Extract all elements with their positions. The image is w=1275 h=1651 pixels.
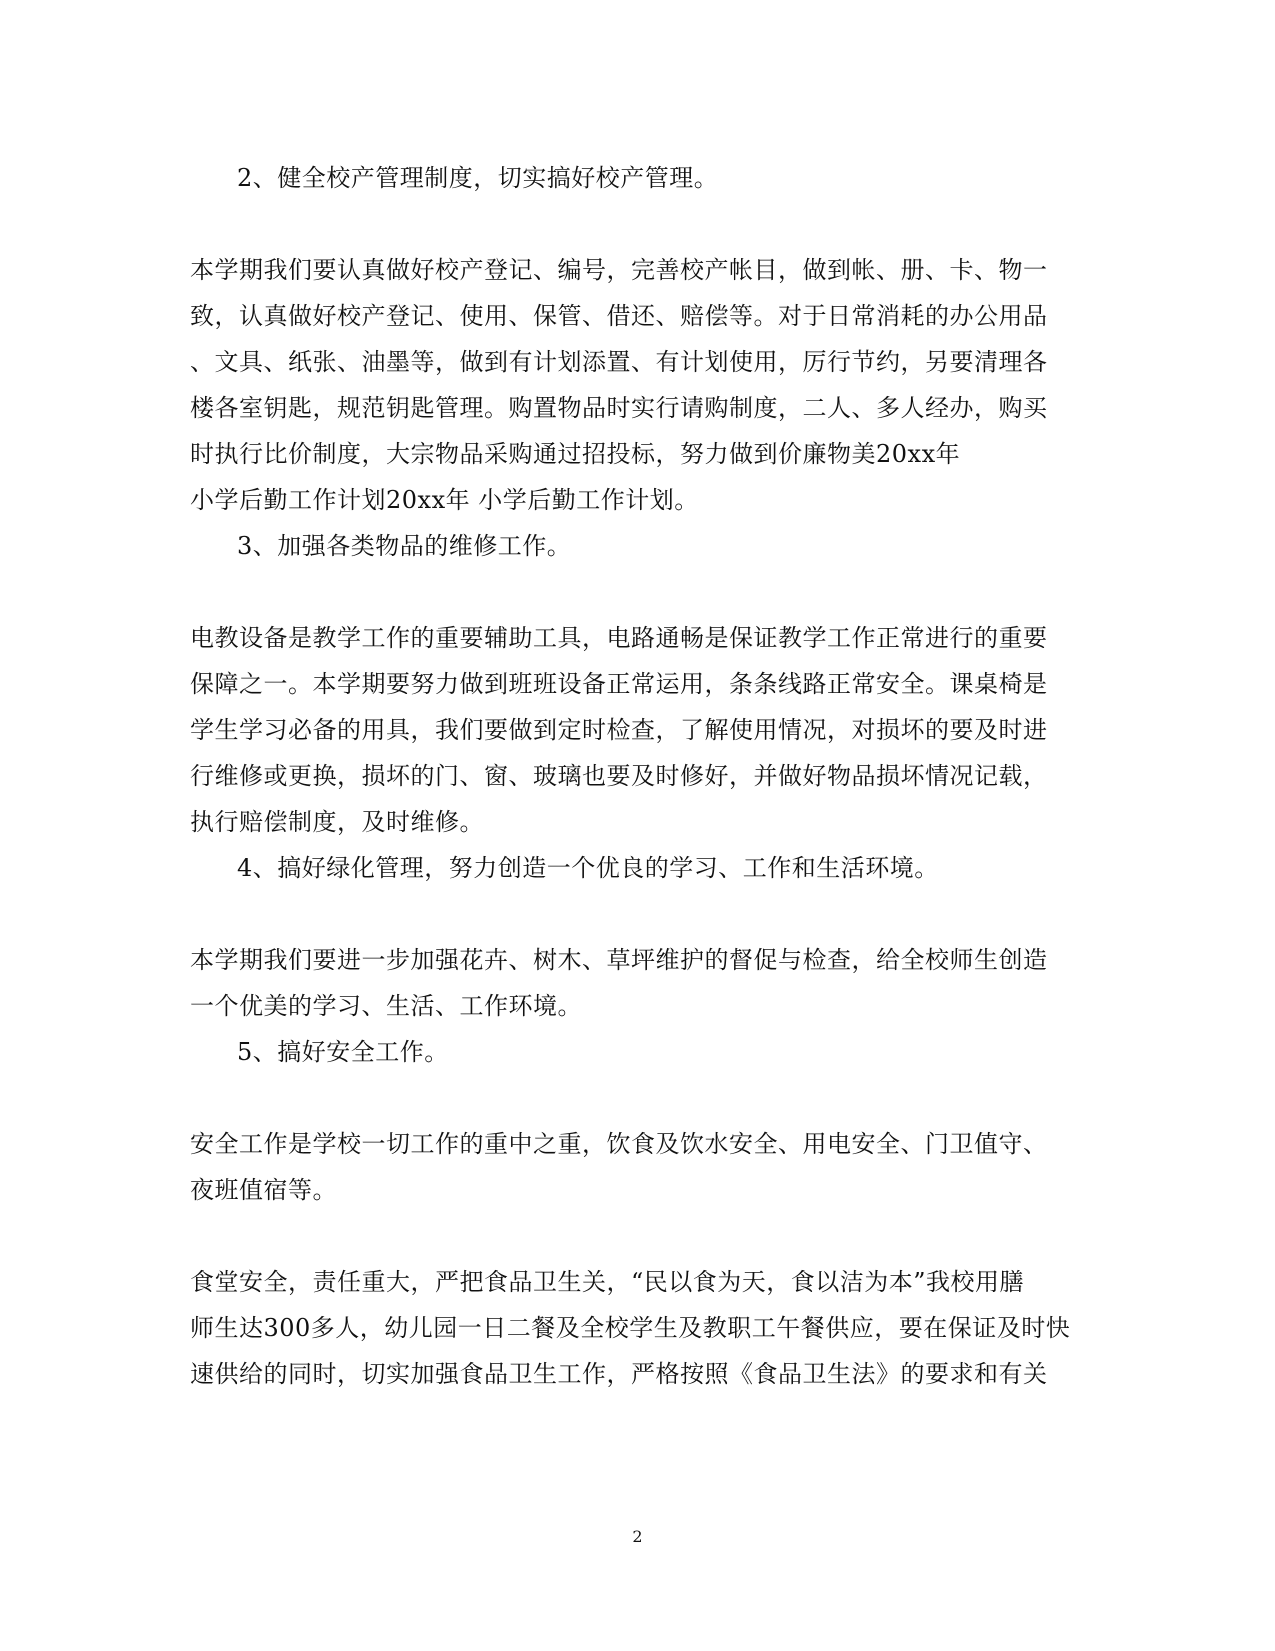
paragraph-line: 行维修或更换，损坏的门、窗、玻璃也要及时修好，并做好物品损坏情况记载， xyxy=(190,762,1048,790)
paragraph-line: 本学期我们要认真做好校产登记、编号，完善校产帐目，做到帐、册、卡、物一 xyxy=(190,256,1048,284)
paragraph-line: 时执行比价制度，大宗物品采购通过招投标，努力做到价廉物美20xx年 xyxy=(190,440,961,468)
paragraph-line: 保障之一。本学期要努力做到班班设备正常运用，条条线路正常安全。课桌椅是 xyxy=(190,670,1048,698)
paragraph-line: 一个优美的学习、生活、工作环境。 xyxy=(190,992,582,1020)
paragraph-line: 小学后勤工作计划20xx年 小学后勤工作计划。 xyxy=(190,486,699,514)
paragraph-line: 安全工作是学校一切工作的重中之重，饮食及饮水安全、用电安全、门卫值守、 xyxy=(190,1130,1048,1158)
paragraph-line: 电教设备是教学工作的重要辅助工具，电路通畅是保证教学工作正常进行的重要 xyxy=(190,624,1048,652)
paragraph-line: 学生学习必备的用具，我们要做到定时检查，了解使用情况，对损坏的要及时进 xyxy=(190,716,1048,744)
paragraph-line: 速供给的同时，切实加强食品卫生工作，严格按照《食品卫生法》的要求和有关 xyxy=(190,1360,1048,1388)
paragraph-line: 楼各室钥匙，规范钥匙管理。购置物品时实行请购制度，二人、多人经办，购买 xyxy=(190,394,1048,422)
paragraph-line: 夜班值宿等。 xyxy=(190,1176,337,1204)
heading-item-2: 2、健全校产管理制度，切实搞好校产管理。 xyxy=(237,164,719,192)
page-number: 2 xyxy=(632,1527,643,1546)
heading-item-3: 3、加强各类物品的维修工作。 xyxy=(237,532,572,560)
paragraph-line: 食堂安全，责任重大，严把食品卫生关，“民以食为天，食以洁为本”我校用膳 xyxy=(190,1268,1025,1296)
paragraph-line: 执行赔偿制度，及时维修。 xyxy=(190,808,484,836)
paragraph-line: 致，认真做好校产登记、使用、保管、借还、赔偿等。对于日常消耗的办公用品 xyxy=(190,302,1048,330)
heading-item-5: 5、搞好安全工作。 xyxy=(237,1038,449,1066)
paragraph-line: 、文具、纸张、油墨等，做到有计划添置、有计划使用，厉行节约，另要清理各 xyxy=(190,348,1048,376)
heading-item-4: 4、搞好绿化管理，努力创造一个优良的学习、工作和生活环境。 xyxy=(237,854,939,882)
paragraph-line: 师生达300多人，幼儿园一日二餐及全校学生及教职工午餐供应，要在保证及时快 xyxy=(190,1314,1071,1342)
paragraph-line: 本学期我们要进一步加强花卉、树木、草坪维护的督促与检查，给全校师生创造 xyxy=(190,946,1048,974)
